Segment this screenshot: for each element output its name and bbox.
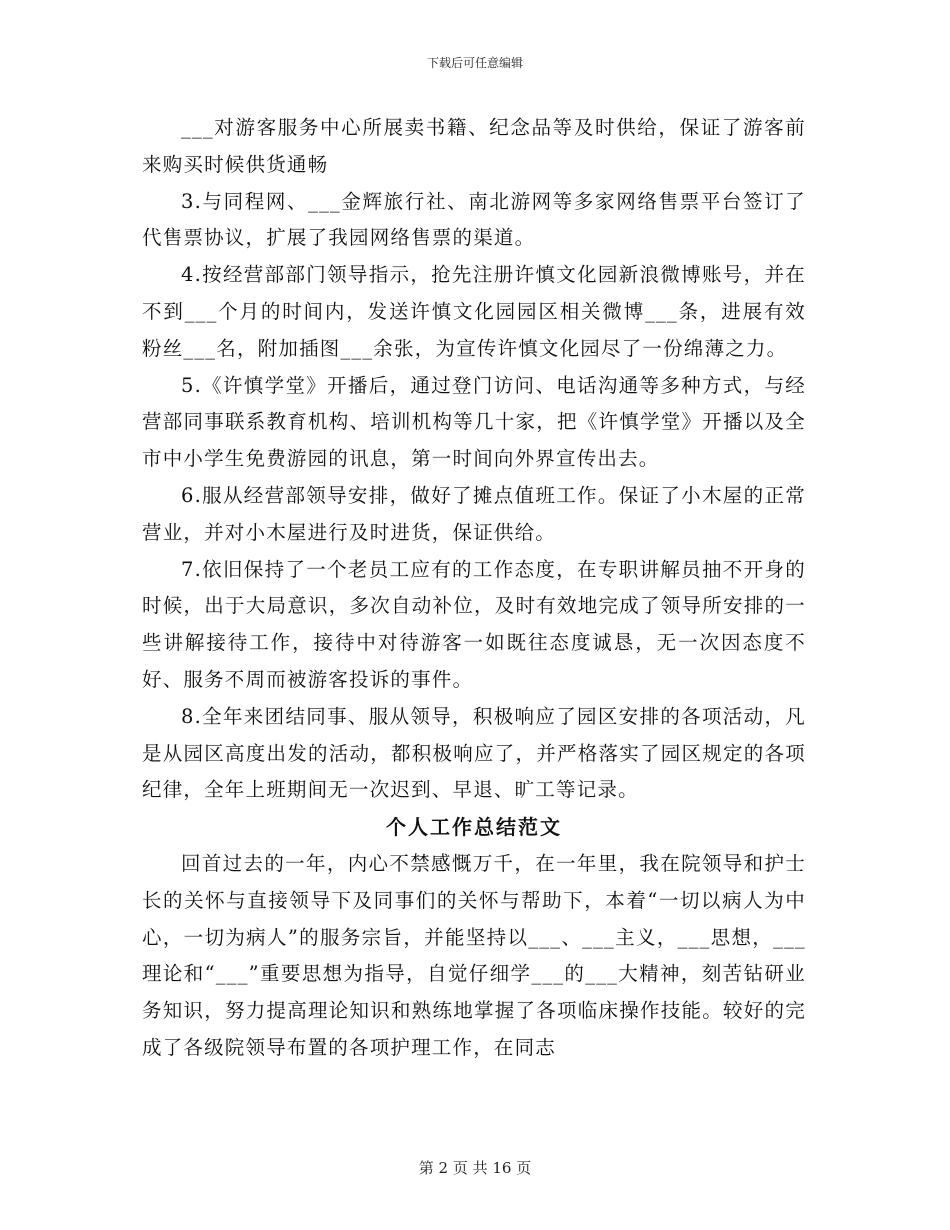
paragraph-item-5: 5.《许慎学堂》开播后，通过登门访问、电话沟通等多种方式，与经营部同事联系教育机构、培训机构等几十家，把《许慎学堂》开播以及全市中小学生免费游园的讯息，第一时间向外界宣传出去。 — [142, 373, 806, 471]
paragraph-continuation: ___对游客服务中心所展卖书籍、纪念品等及时供给，保证了游客前来购买时候供货通畅 — [142, 116, 806, 176]
document-body — [142, 110, 806, 1067]
section-paragraph: 回首过去的一年，内心不禁感慨万千，在一年里，我在院领导和护士长的关怀与直接领导下及同事们的关怀与帮助下，本着“一切以病人为中心，一切为病人”的服务宗旨，并能坚持以___、___主义，___思想，___理论和“___”重要思想为指导，自觉仔细学___的___大精神，刻苦钻研业务知识，努力提高理论知识和熟练地掌握了各项临床操作技能。较好的完成了各级院领导布置的各项护理工作，在同志 — [142, 851, 806, 1059]
page-header-note: 下载后可任意编辑 — [426, 56, 523, 70]
section-title: 个人工作总结范文 — [386, 815, 562, 840]
paragraph-item-6: 6.服从经营部领导安排，做好了摊点值班工作。保证了小木屋的正常营业，并对小木屋进行及时进货，保证供给。 — [142, 483, 806, 544]
paragraph-item-7: 7.依旧保持了一个老员工应有的工作态度，在专职讲解员抽不开身的时候，出于大局意识，多次自动补位，及时有效地完成了领导所安排的一些讲解接待工作，接待中对待游客一如既往态度诚恳，无一次因态度不好、服务不周而被游客投诉的事件。 — [142, 557, 806, 691]
paragraph-item-4: 4.按经营部部门领导指示，抢先注册许慎文化园新浪微博账号，并在不到___个月的时间内，发送许慎文化园园区相关微博___条，进展有效粉丝___名，附加插图___余张，为宣传许慎文化园尽了一份绵薄之力。 — [142, 263, 806, 360]
paragraph-item-8: 8.全年来团结同事、服从领导，积极响应了园区安排的各项活动，凡是从园区高度出发的活动，都积极响应了，并严格落实了园区规定的各项纪律，全年上班期间无一次迟到、早退、旷工等记录。 — [142, 704, 806, 802]
paragraph-item-3: 3.与同程网、___金辉旅行社、南北游网等多家网络售票平台签订了代售票协议，扩展了我园网络售票的渠道。 — [142, 189, 806, 250]
page-number-footer: 第 2 页 共 16 页 — [418, 1159, 532, 1177]
